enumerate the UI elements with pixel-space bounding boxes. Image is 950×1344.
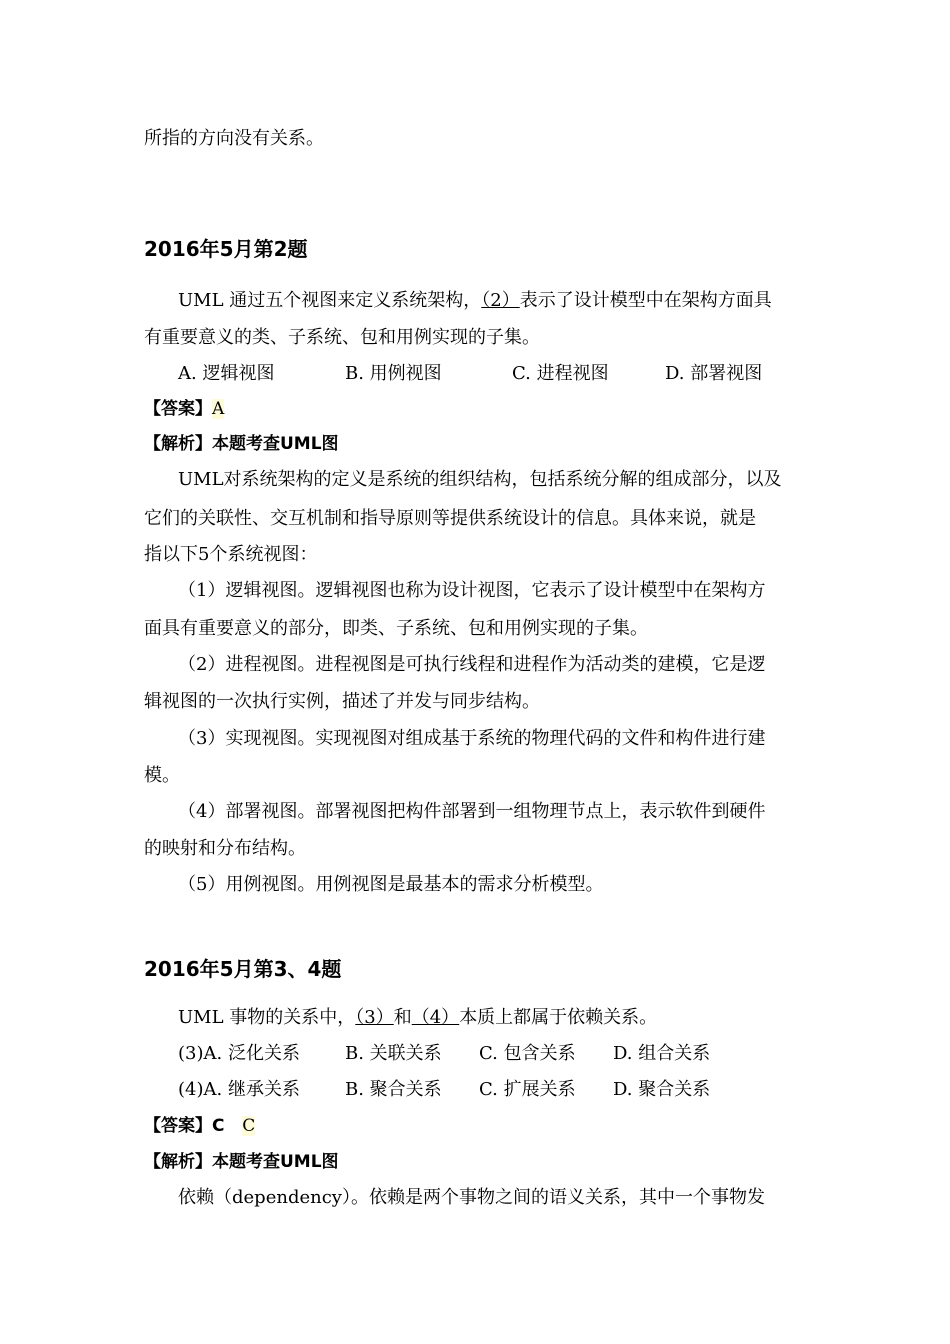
q2-answer — [144, 397, 224, 421]
q4-option-b: B. 聚合关系 — [345, 1079, 442, 1100]
q2-analysis-line: （1）逻辑视图。逻辑视图也称为设计视图，它表示了设计模型中在架构方 — [178, 580, 766, 601]
q34-stem — [178, 1006, 657, 1030]
q34-stem-pre: UML 事物的关系中， — [178, 1007, 356, 1028]
q34-answer-label: 【答案】 — [144, 1116, 212, 1136]
q34-analysis-line: 依赖（dependency）。依赖是两个事物之间的语义关系，其中一个事物发 — [178, 1187, 765, 1208]
q34-stem-mid: 和 — [393, 1007, 412, 1028]
q4-option-c: C. 扩展关系 — [479, 1079, 576, 1100]
q3-option-c: C. 包含关系 — [479, 1043, 576, 1064]
q2-analysis-line: （3）实现视图。实现视图对组成基于系统的物理代码的文件和构件进行建 — [178, 728, 766, 749]
q2-analysis-line: 它们的关联性、交互机制和指导原则等提供系统设计的信息。具体来说，就是 — [144, 508, 756, 529]
q34-stem-post: 本质上都属于依赖关系。 — [459, 1007, 658, 1028]
q3-option-a: (3)A. 泛化关系 — [178, 1043, 300, 1064]
q2-analysis-line: 辑视图的一次执行实例，描述了并发与同步结构。 — [144, 691, 540, 712]
q2-analysis-line: UML对系统架构的定义是系统的组织结构，包括系统分解的组成部分，以及 — [178, 469, 782, 490]
q2-heading: 2016年5月第2题 — [144, 237, 308, 261]
q2-analysis-line: 的映射和分布结构。 — [144, 838, 306, 859]
q2-answer-value: A — [212, 399, 225, 419]
q3-answer-value: C — [212, 1116, 225, 1136]
q2-option-c: C. 进程视图 — [512, 363, 609, 384]
q2-analysis-line: （2）进程视图。进程视图是可执行线程和进程作为活动类的建模，它是逻 — [178, 654, 766, 675]
q34-answer — [144, 1114, 255, 1138]
q4-answer-value: C — [242, 1116, 256, 1136]
q2-answer-label: 【答案】 — [144, 399, 212, 419]
q34-blank-4: （4） — [411, 1007, 460, 1028]
q2-option-b: B. 用例视图 — [345, 363, 442, 384]
q2-blank: （2） — [481, 290, 520, 311]
q3-option-d: D. 组合关系 — [613, 1043, 711, 1064]
q2-analysis-line: 模。 — [144, 765, 180, 786]
continued-text: 所指的方向没有关系。 — [144, 128, 324, 149]
q2-analysis-label: 【解析】本题考查UML图 — [144, 434, 339, 454]
q2-analysis-line: （5）用例视图。用例视图是最基本的需求分析模型。 — [178, 874, 604, 895]
q2-analysis-line: 指以下5个系统视图： — [144, 544, 318, 565]
q2-option-a: A. 逻辑视图 — [178, 363, 275, 384]
q2-stem-line2: 有重要意义的类、子系统、包和用例实现的子集。 — [144, 327, 540, 348]
q2-analysis-line: （4）部署视图。部署视图把构件部署到一组物理节点上，表示软件到硬件 — [178, 801, 766, 822]
q2-analysis-line: 面具有重要意义的部分，即类、子系统、包和用例实现的子集。 — [144, 618, 648, 639]
q34-heading: 2016年5月第3、4题 — [144, 957, 342, 981]
q2-option-d: D. 部署视图 — [665, 363, 763, 384]
q2-stem-post: 表示了设计模型中在架构方面具 — [519, 290, 772, 311]
q34-analysis-label: 【解析】本题考查UML图 — [144, 1152, 339, 1172]
q3-option-b: B. 关联关系 — [345, 1043, 442, 1064]
q4-option-a: (4)A. 继承关系 — [178, 1079, 300, 1100]
q4-option-d: D. 聚合关系 — [613, 1079, 711, 1100]
q2-stem-line1 — [178, 289, 772, 313]
q34-blank-3: （3） — [355, 1007, 394, 1028]
q2-stem-pre: UML 通过五个视图来定义系统架构， — [178, 290, 482, 311]
